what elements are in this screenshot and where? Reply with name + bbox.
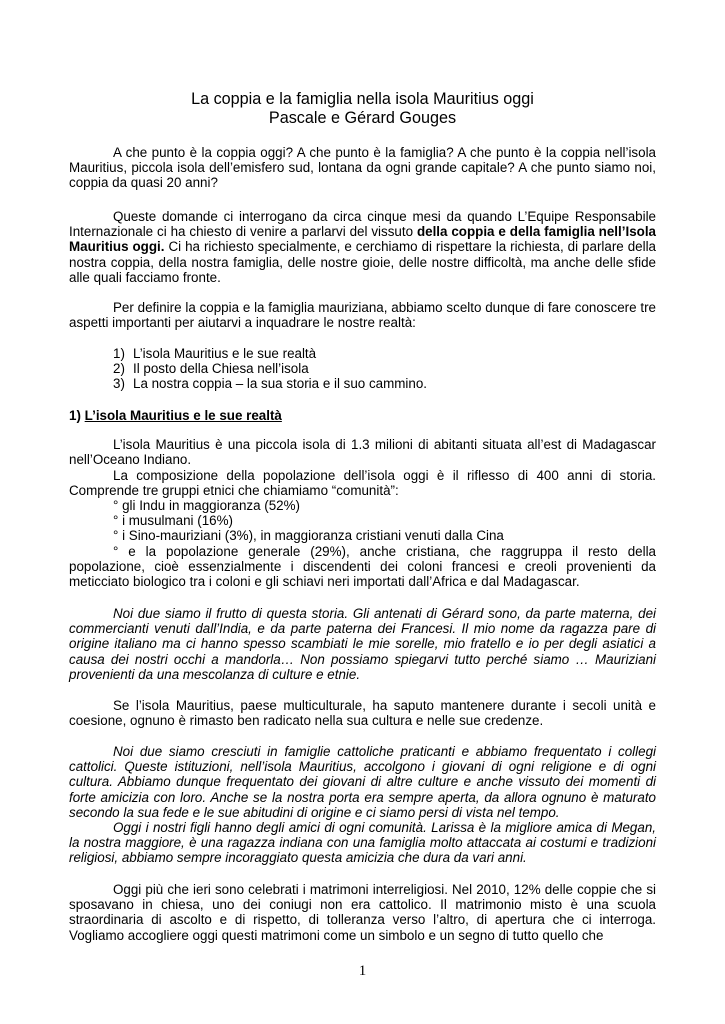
section-paragraph-2: La composizione della popolazione dell’isola oggi è il riflesso di 400 anni di storia. Comprende tre gruppi etnici che chiamiamo “comunità”: (69, 468, 656, 499)
section-paragraph-3: Noi due siamo il frutto di questa storia. Gli antenati di Gérard sono, da parte materna, dei commercianti venuti dall’India, e da parte paterna dei Francesi. Il mio nome da ragazza pare di origine italiano ma ci hanno spesso scambiati le mie sorelle, mio fratello e io per degli asiatici a causa dei nostri occhi a mandorla… Non possiamo spiegarvi tutto perché siamo … Mauriziani provenienti da una mescolanza di culture e etnie. (69, 606, 656, 682)
section-title: L’isola Mauritius e le sue realtà (84, 408, 282, 423)
outline-list (113, 346, 656, 392)
outline-number: 1) (113, 346, 125, 361)
page-number: 1 (358, 963, 367, 979)
outline-text: La nostra coppia – la sua storia e il suo cammino. (133, 376, 428, 392)
section-paragraph-1: L’isola Mauritius è una piccola isola di 1.3 milioni di abitanti situata all’est di Madagascar nell’Oceano Indiano. (69, 437, 656, 468)
section-paragraph-6: Oggi i nostri figli hanno degli amici di ogni comunità. Larissa è la migliore amica di Megan, la nostra maggiore, è una ragazza indiana con una famiglia molto attaccata ai costumi e tradizioni religiosi, abbiamo sempre incoraggiato questa amicizia che dura da vari anni. (69, 820, 656, 866)
intro-p2-rest: Ci ha richiesto specialmente, e cerchiamo di rispettare la richiesta, di parlare della nostra coppia, della nostra famiglia, delle nostre gioie, delle nostre difficoltà, ma anche delle sfide alle quali facciamo fronte. (69, 239, 657, 285)
outline-text: Il posto della Chiesa nell’isola (133, 361, 309, 377)
document-title: La coppia e la famiglia nella isola Mauritius oggi (191, 90, 534, 108)
community-item: ° i Sino-mauriziani (3%), in maggioranza cristiani venuti dalla Cina (113, 528, 504, 544)
outline-number: 3) (113, 376, 125, 392)
section-paragraph-7: Oggi più che ieri sono celebrati i matrimoni interreligiosi. Nel 2010, 12% delle coppie che si sposavano in chiesa, uno dei coniugi non era cattolico. Il matrimonio misto è una scuola straordinaria di ascolto e di rispetto, di tolleranza verso l’altro, di apertura che ci interroga. Vogliamo accogliere oggi questi matrimoni come un simbolo e un segno di tutto quello che (69, 882, 656, 943)
outline-item (113, 346, 656, 361)
intro-p2-text: Queste domande ci interrogano da circa cinque mesi da quando L’Equipe Responsabile Internazionale ci ha chiesto di venire a parlarvi del vissuto (69, 209, 656, 240)
intro-paragraph-1: A che punto è la coppia oggi? A che punto è la famiglia? A che punto è la coppia nell’isola Mauritius, piccola isola dell’emisfero sud, lontana da ogni grande capitale? A che punto siamo noi, coppia da quasi 20 anni? (69, 145, 656, 191)
section-paragraph-5: Noi due siamo cresciuti in famiglie cattoliche praticanti e abbiamo frequentato i collegi cattolici. Queste istituzioni, nell’isola Mauritius, accolgono i giovani di ogni religione e di ogni cultura. Abbiamo dunque frequentato dei giovani di altre culture e anche vissuto dei momenti di forte amicizia con loro. Anche se la nostra porta era sempre aperta, da allora ognuno è maturato secondo la sua fede e le sue abitudini di origine e ci siamo persi di vista nel tempo. (69, 744, 656, 820)
intro-paragraph-3: Per definire la coppia e la famiglia mauriziana, abbiamo scelto dunque di fare conoscere tre aspetti importanti per aiutarvi a inquadrare le nostre realtà: (69, 300, 656, 331)
community-list (69, 498, 656, 589)
outline-number: 2) (113, 361, 125, 377)
community-item: ° i musulmani (16%) (113, 513, 233, 529)
intro-p2-bold: della coppia e della famiglia nell’Isola Mauritius oggi. (69, 224, 656, 255)
section-number: 1) (69, 408, 81, 423)
outline-item (113, 361, 656, 376)
section-paragraph-4: Se l’isola Mauritius, paese multiculturale, ha saputo mantenere durante i secoli unità e coesione, ognuno è rimasto ben radicato nella sua cultura e nelle sue credenze. (69, 698, 656, 729)
intro-paragraph-2 (69, 209, 656, 285)
outline-text: L’isola Mauritius e le sue realtà (133, 346, 317, 361)
section-heading (69, 408, 282, 423)
community-item: ° gli Indu in maggioranza (52%) (113, 498, 300, 513)
community-item: ° e la popolazione generale (29%), anche cristiana, che raggruppa il resto della popolazione, cioè essenzialmente i discendenti dei coloni francesi e creoli provenienti da meticciato biologico tra i coloni e gli schiavi neri importati dall’Africa e dal Madagascar. (69, 543, 656, 590)
document-authors: Pascale e Gérard Gouges (268, 109, 457, 127)
outline-item (113, 376, 656, 391)
